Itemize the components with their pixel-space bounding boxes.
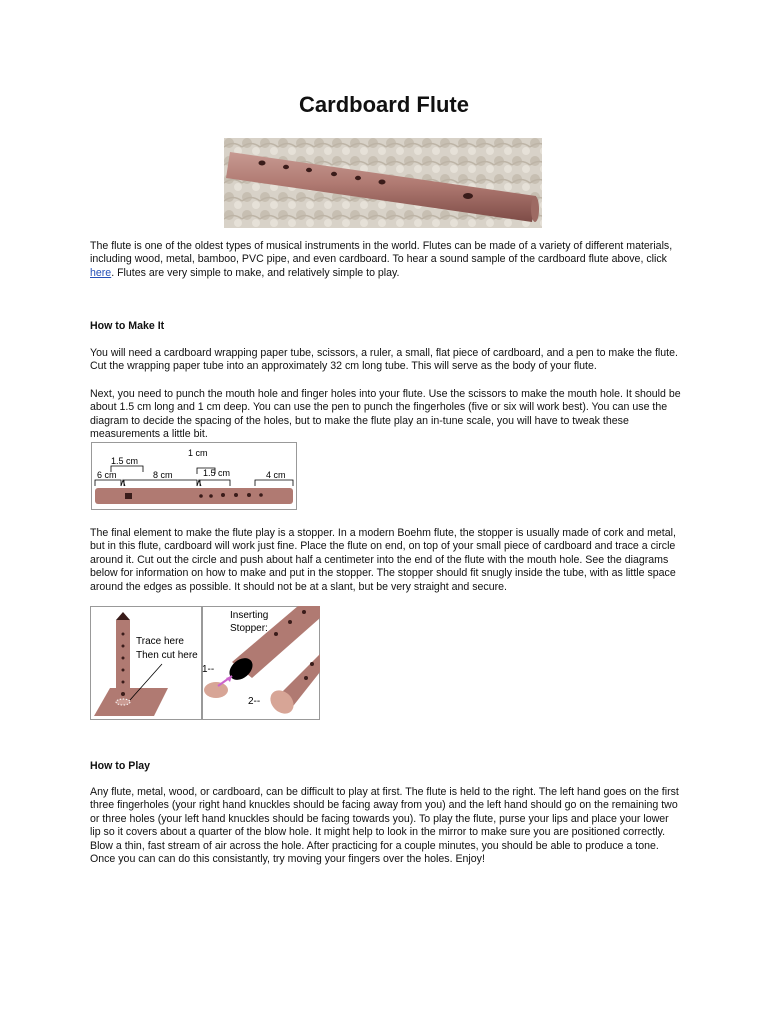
spacing-label: 1.5 cm [111, 456, 139, 466]
trace-here-label: Trace here [136, 636, 184, 647]
spacing-label: 1 cm [188, 448, 208, 458]
make-paragraph-1: You will need a cardboard wrapping paper tube, scissors, a ruler, a small, flat piece of cardboard, and a pen to make the flute. Cut the wrapping paper tube into an approximately 32 cm long tube. This will serve as the body of your flute. [90, 347, 678, 373]
spacing-label: 8 cm [153, 470, 173, 480]
spacing-label: 1.5 cm [203, 468, 231, 478]
trace-stopper-diagram [90, 606, 202, 720]
play-paragraph: Any flute, metal, wood, or cardboard, can be difficult to play at first. The flute is held to the right. The left hand goes on the first three fingerholes (your right hand knuckles should be facing away from you) and the left hand should go on the remaining two or three holes (your left hand knuckles should be facing towards you). To play the flute, purse your lips and place your lower lip so it covers about a quarter of the blow hole. It might help to look in the mirror to make sure you are positioned correctly. Blow a thin, fast stream of air across the hole. After practicing for a couple minutes, you should be able to produce a tone. Once you can can do this consistantly, try moving your fingers over the holes. Enjoy! [90, 786, 679, 866]
step-2-label: 2-- [248, 696, 261, 707]
how-to-make-heading: How to Make It [90, 320, 165, 332]
page-title: Cardboard Flute [299, 92, 469, 117]
spacing-label: 6 cm [97, 470, 117, 480]
make-paragraph-2: Next, you need to punch the mouth hole and finger holes into your flute. Use the scissors to make the mouth hole. It should be about 1.5 cm long and 1 cm deep. You can use the pen to punch the fingerholes (five or six will work best). You can use the diagram to decide the spacing of the holes, but to make the flute play an in-tune scale, you will have to tweak these measurements a little bit. [90, 388, 681, 441]
spacing-label: 4 cm [266, 470, 286, 480]
make-paragraph-3: The final element to make the flute play is a stopper. In a modern Boehm flute, the stopper is usually made of cork and metal, but in this flute, cardboard will work just fine. Place the flute on end, on top of your small piece of cardboard and trace a circle around it. Cut out the circle and push about half a centimeter into the end of the flute with the mouth hole. See the diagrams below for information on how to make and put in the stopper. The stopper should fit snugly inside the tube, with as little space around the edges as possible. It should not be at a slant, but be very straight and secure. [90, 527, 676, 593]
step-1-label: 1-- [202, 664, 215, 675]
cut-here-label: Then cut here [136, 650, 198, 661]
intro-paragraph: The flute is one of the oldest types of musical instruments in the world. Flutes can be made of a variety of different materials, including wood, metal, bamboo, PVC pipe, and even cardboard. To hear a sound sample of the cardboard flute above, click here. Flutes are very simple to make, and relatively simple to play. [90, 240, 673, 279]
insert-stopper-diagram [202, 606, 320, 720]
inserting-label: Inserting [230, 610, 269, 621]
sound-sample-link[interactable]: here [90, 266, 112, 279]
flute-photo [224, 138, 542, 228]
hole-spacing-diagram [91, 442, 297, 510]
stopper-label: Stopper: [230, 623, 268, 634]
how-to-play-heading: How to Play [90, 760, 151, 772]
